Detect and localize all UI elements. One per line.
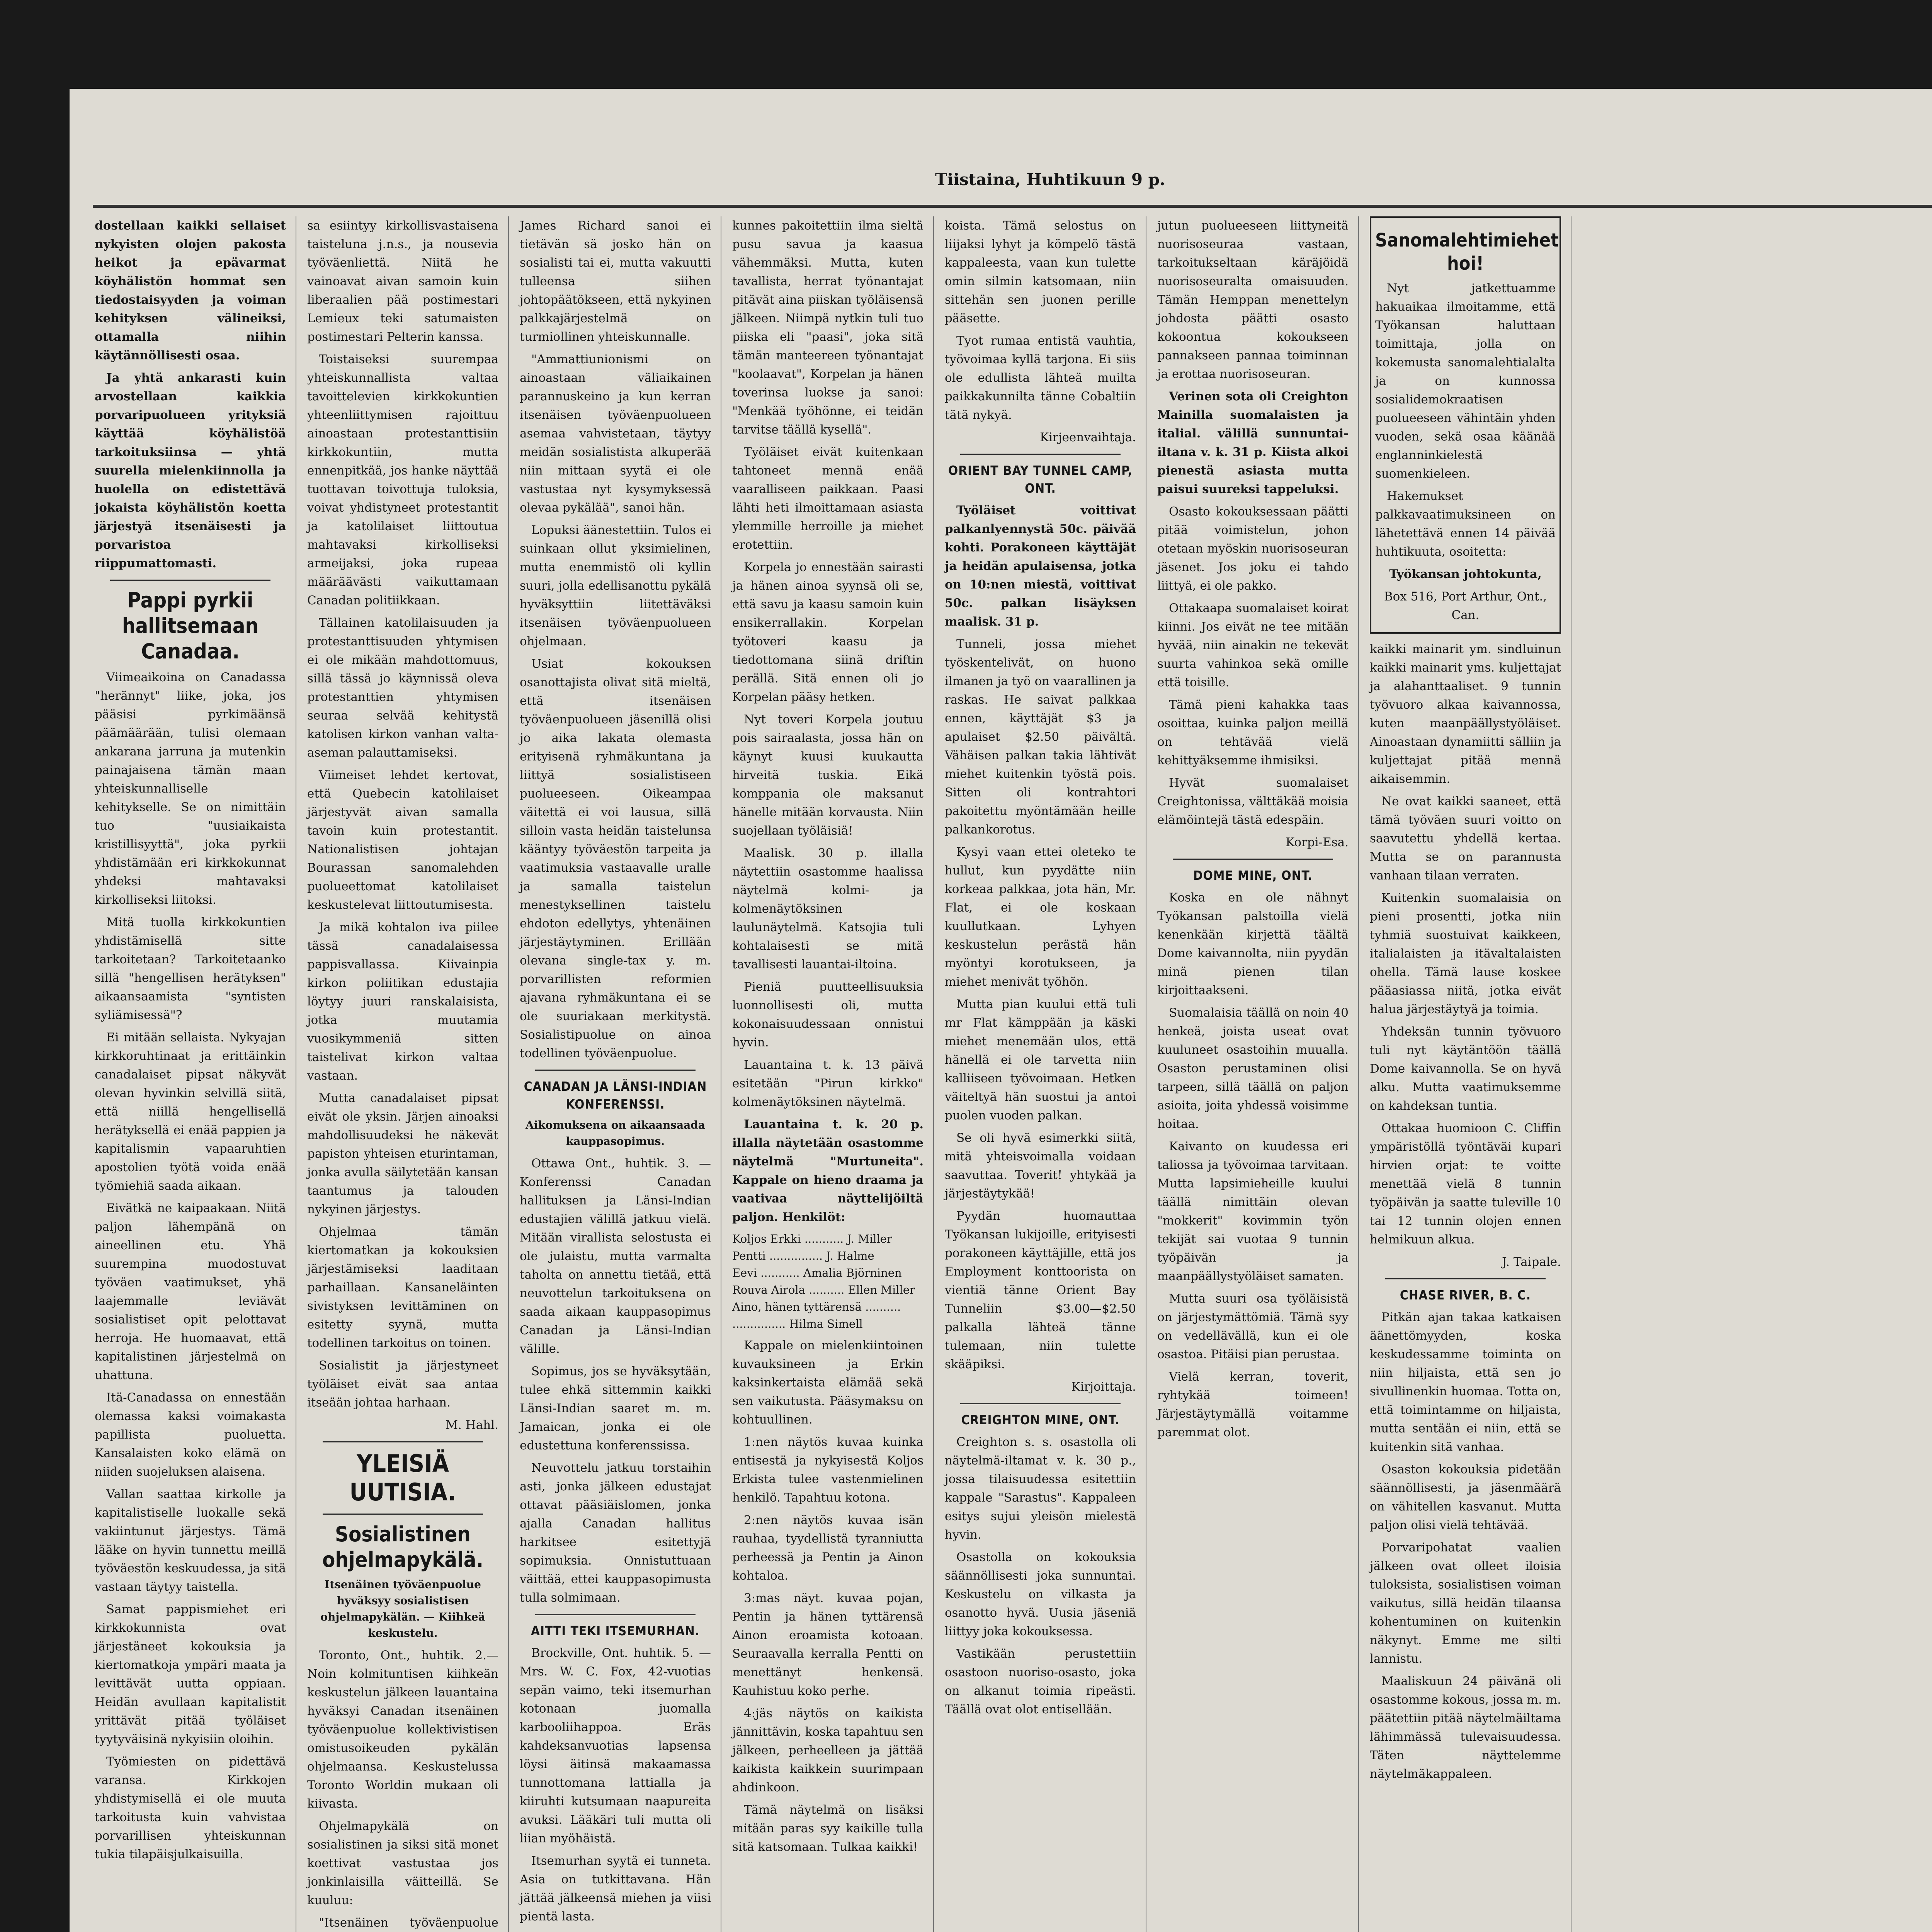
- notice-text: Nyt jatkettuamme hakuaikaa ilmoitamme, että Työkansan haluttaan toimittaja, jolla on kokemusta sanomalehtialalta ja on kunnossa sosialidemokraatisen puolueeseen vähintäin yhden vuoden, sekä osaa käänää englanninkielestä suomenkieleen.: [1375, 281, 1556, 481]
- article-text: Työläiset voittivat palkanlyennystä 50c. päivää kohti. Porakoneen käyttäjät ja heidän apulaisensa, jotka on 10:nen miestä, voittivat 50c. palkan lisäyksen maalisk. 31 p.: [945, 503, 1136, 629]
- article-text: dostellaan kaikki sellaiset nykyisten olojen pakosta heikot ja epävarmat köyhälistön hommat sen tiedostaisyyden ja voiman kehityksen välineiksi, ottamalla niihin käytännöllisesti osaa.: [95, 219, 286, 362]
- article-text: Mitä tuolla kirkkokuntien yhdistämisellä sitte tarkoitetaan? Tarkoitetaanko sillä "hengellisen herätyksen" aikaansaamista "syntisten syliämisessä"?: [95, 915, 286, 1022]
- article-text: 3:mas näyt. kuvaa pojan, Pentin ja hänen tyttärensä Ainon eroamista kotoaan. Seuraavalla kerralla Pentti on menettänyt henkensä. Kauhistuu koko perhe.: [732, 1591, 923, 1698]
- article-text: Ei mitään sellaista. Nykyajan kirkkoruhtinaat ja erittäinkin canadalaiset pipsat näkyvät olevan hyvinkin selvillä siitä, että niillä hengellisellä herätyksellä ei enää pappien ja kapitalismin vapaaruhtien apostolien työtä voida enää työmiehiä saada aikaan.: [95, 1031, 286, 1193]
- article-text: Koska en ole nähnyt Työkansan palstoilla vielä kenenkään kirjettä täältä Dome kaivannolta, niin pyydän minä pienen tilan kirjoittaakseni.: [1157, 891, 1349, 997]
- divider: [535, 1070, 696, 1071]
- headline-orient-bay: ORIENT BAY TUNNEL CAMP, ONT.: [948, 463, 1133, 496]
- headline-creighton: CREIGHTON MINE, ONT.: [961, 1412, 1120, 1427]
- notice-address: Box 516, Port Arthur, Ont., Can.: [1384, 590, 1547, 622]
- cast-list: Koljos Erkki ........... J. Miller Pentti ............... J. Halme Eevi ........... Amalia Björninen Rouva Airola .......... Ellen Miller Aino, hänen tyttärensä .......... ............... Hilma Simell: [732, 1232, 915, 1330]
- article-text: 2:nen näytös kuvaa isän rauhaa, tyydellistä tyranniutta perheessä ja Pentin ja Ainon kohtaloa.: [732, 1513, 923, 1583]
- column-1: [95, 216, 286, 1867]
- article-text: Kaivanto on kuudessa eri taliossa ja työvoimaa tarvitaan. Mutta lapsimieheille kuului täällä nimittäin olevan "mokkerit" kovimmin työn tekijät sai vuotaa 9 tunnin työpäivän ja maanpäällystyöläiset samaten.: [1157, 1139, 1349, 1283]
- article-text: 4:jäs näytös on kaikista jännittävin, koska tapahtuu sen jälkeen, perheelleen ja jättää kaikista kaikkein suurimpaan ahdinkoon.: [732, 1706, 923, 1794]
- article-text: Mutta suuri osa työläisistä on järjestymättömiä. Tämä syy on vedellävällä, kun ei ole osastoa. Pitäisi pian perustaa.: [1157, 1292, 1349, 1361]
- article-text: Pyydän huomauttaa Työkansan lukijoille, erityisesti porakoneen käyttäjille, että jos Employment konttoorista on vientiä tänne Orient Bay Tunneliin $3.00—$2.50 palkalla lähteä tänne tulemaan, niin tulette skääpiksi.: [945, 1209, 1136, 1371]
- article-text: Kysyi vaan ettei oleteko te hullut, kun pyydätte niin korkeaa palkkaa, jota hän, Mr. Flat, ei ole koskaan kuullutkaan. Lyhyen keskustelun perästä hän myöntyi korotukseen, ja miehet menivät työhön.: [945, 845, 1136, 989]
- article-text: Pitkän ajan takaa katkaisen äänettömyyden, koska keskudessamme toiminta on niin hiljaista, että sen jo sivullinenkin huomaa. Totta on, että toimintamme on hiljaista, mutta sentään ei niin, että se kuitenkin sitä vanhaa.: [1370, 1310, 1561, 1454]
- article-text: Neuvottelu jatkuu torstaihin asti, jonka jälkeen edustajat ottavat pääsiäislomen, jonka ajalla Canadan hallitus harkitsee esitettyjä sopimuksia. Onnistuttuaan väittää, ettei kauppasopimusta tulla solmimaan.: [520, 1461, 711, 1605]
- article-text: Mutta pian kuului että tuli mr Flat kämppään ja käski miehet menemään ulos, että hänellä ei ole tarvetta niin kalliiseen työvoimaan. Hetken väiteltyä hän suostui ja antoi puolen vuoden palkan.: [945, 997, 1136, 1122]
- article-text: Osasto kokouksessaan päätti pitää voimistelun, johon otetaan myöskin nuorisoseuran jäsenet. Jos joku ei tahdo liittyä, ei ole pakko.: [1157, 505, 1349, 593]
- article-text: Creighton s. s. osastolla oli näytelmä-iltamat v. k. 30 p., jossa tilaisuudessa esitettiin kappale "Sarastus". Kappaleen esitys sujui yleisön mielestä hyvin.: [945, 1435, 1136, 1542]
- headline-itsemurha: AITTI TEKI ITSEMURHAN.: [531, 1623, 700, 1638]
- article-text: Usiat kokouksen osanottajista olivat sitä mieltä, että itsenäisen työväenpuolueen jäsenillä olisi jo aika lakata olemasta erityisenä ryhmäkuntana ja liittyä sosialistiseen puolueeseen. Oikeampaa väitettä ei voi lausua, sillä silloin vasta heidän taistelunsa kääntyy työväestön tarpeita ja vaatimuksia vastaavalle uralle ja samalla taistelun menestyksellinen taistelu ehdoton edellytys, yhtenäinen järjestäytyminen. Erillään olevana single-tax y. m. porvarillisten reformien ajavana ryhmäkuntana ei se ole suuriakaan merkitystä. Sosialistipuolue on ainoa todellinen työväenpuolue.: [520, 657, 711, 1060]
- article-text: Maalisk. 30 p. illalla näytettiin osastomme haalissa näytelmä kolmi- ja kolmenäytöksinen laulunäytelmä. Katsojia tuli kohtalaisesti se mitä tavallisesti lauantai-iltoina.: [732, 846, 923, 971]
- divider: [535, 1614, 696, 1615]
- article-text: "Ammattiunionismi on ainoastaan väliaikainen parannuskeino ja kun kerran itsenäisen työväenpuolueen asemaa vahvistetaan, täytyy meidän sosialistista alkuperää niin mittaan syytä ei ole vastustaa nyt kysymyksessä olevaa pykälää", sanoi hän.: [520, 352, 711, 515]
- article-text: Toistaiseksi suurempaa yhteiskunnallista valtaa tavoittelevien kirkkokuntien yhteenliittymisen rajoittuu ainoastaan protestanttisiin kirkkokuntiin, mutta ennenpitkää, jos hanke näyttää tuottavan toivottuja tuloksia, voivat yhdistyneet protestantit ja katolilaiset liittoutua mahtavaksi kirkolliseksi armeijaksi, joka rupeaa määräävästi vaikuttamaan Canadan politiikkaan.: [307, 352, 498, 607]
- article-text: Hyvät suomalaiset Creightonissa, välttäkää moisia elämöintejä tästä edespäin.: [1157, 776, 1349, 827]
- article-text: Vielä kerran, toverit, ryhtykää toimeen! Järjestäytymällä voitamme paremmat olot.: [1157, 1370, 1349, 1439]
- column-divider: [1358, 216, 1359, 1932]
- subheadline: Itsenäinen työväenpuolue hyväksyy sosialistisen ohjelmapykälän. — Kiihkeä keskustelu.: [320, 1578, 485, 1639]
- article-text: Verinen sota oli Creighton Mainilla suomalaisten ja italial. välillä sunnuntai-iltana v. k. 31 p. Kiista alkoi pienestä asiasta mutta paisui suureksi tappeluksi.: [1157, 389, 1349, 496]
- article-text: Ja yhtä ankarasti kuin arvostellaan kaikkia porvaripuolueen yrityksiä käyttää köyhälistöä tarkoituksiinsa — yhtä suurella mielenkiinnolla ja huolella on edistettävä jokaista köyhälistön koetta järjestyä itsenäisesti ja porvaristoa riippumattomasti.: [95, 371, 286, 570]
- column-4: [732, 216, 923, 1860]
- article-text: Ottawa Ont., huhtik. 3. — Konferenssi Canadan hallituksen ja Länsi-Indian edustajien välillä jatkuu vielä. Mitään virallista selostusta ei ole julaistu, mutta varmalta taholta on annettu tietää, että neuvottelun tarkoituksena on saada aikaan kauppasopimus Canadan ja Länsi-Indian välille.: [520, 1156, 711, 1356]
- subheadline: Aikomuksena on aikaansaada kauppasopimus.: [525, 1119, 706, 1148]
- column-5: [945, 216, 1136, 1723]
- article-text: Suomalaisia täällä on noin 40 henkeä, joista useat ovat kuuluneet osastoihin muualla. Osaston perustaminen olisi tarpeen, sillä täällä on paljon asioita, joita yhdessä voisimme hoitaa.: [1157, 1006, 1349, 1131]
- article-text: Samat pappismiehet eri kirkkokunnista ovat järjestäneet kokouksia ja kiertomatkoja ympäri maata ja levittävät uutta oppiaan. Heidän avullaan kapitalistit yrittävät pitää työläiset tyytyväisinä nykyisiin oloihin.: [95, 1602, 286, 1746]
- divider: [110, 580, 270, 581]
- article-text: Toronto, Ont., huhtik. 2.—Noin kolmituntisen kiihkeän keskustelun jälkeen lauantaina hyväksyi Canadan itsenäinen työväenpuolue kollektivistisen omistusoikeuden pykälän ohjelmaansa. Keskustelussa Toronto Worldin mukaan oli kiivasta.: [307, 1648, 498, 1811]
- article-text: Tunneli, jossa miehet työskentelivät, on huono ilmanen ja työ on vaarallinen ja raskas. He saivat palkkaa ennen, käyttäjät $3 ja apulaiset $2.50 päivältä. Vähäisen palkan takia lähtivät miehet kuitenkin työstä pois. Sitten oli kontrahtori pakoitettu myöntämään heille palkankorotus.: [945, 637, 1136, 837]
- signature: Kirjeenvaihtaja.: [1040, 430, 1136, 444]
- article-text: Osaston kokouksia pidetään säännöllisesti, ja jäsenmäärä on vähitellen kasvanut. Mutta paljon olisi vielä tehtävää.: [1370, 1463, 1561, 1532]
- signature: J. Taipale.: [1502, 1255, 1561, 1269]
- notice-address: Työkansan johtokunta,: [1389, 567, 1542, 581]
- column-divider: [933, 216, 934, 1932]
- article-text: James Richard sanoi ei tietävän sä josko hän on sosialisti tai ei, mutta vakuutti tulleensa siihen johtopäätökseen, että nykyinen palkkajärjestelmä on turmiollinen yhteiskunnalle.: [520, 219, 711, 344]
- article-text: Tällainen katolilaisuuden ja protestanttisuuden yhtymisen ei ole mikään mahdottomuus, sillä tässä jo käynnissä oleva protestanttien yhtymisen seuraa selvää kehitystä katolisen kirkon vanhan valta-aseman palauttamiseksi.: [307, 616, 498, 760]
- column-2: [307, 216, 498, 1932]
- article-text: Ja mikä kohtalon iva piilee tässä canadalaisessa pappisvallassa. Kiivainpia kirkon poliitikan edustajia löytyy juuri ranskalaisista, jotka muutamia vuosikymmeniä sitten taistelivat kirkon valtaa vastaan.: [307, 920, 498, 1083]
- article-text: Tyot rumaa entistä vauhtia, työvoimaa kyllä tarjona. Ei siis ole edullista lähteä muilta paikkakunnilta tänne Cobaltiin tätä nykyä.: [945, 334, 1136, 422]
- article-text: Kappale on mielenkiintoinen kuvauksineen ja Erkin kaksinkertaista elämää sekä sen vaikutusta. Pääsymaksu on kohtuullinen.: [732, 1338, 923, 1427]
- article-text: Nyt toveri Korpela joutuu pois sairaalasta, jossa hän on käynyt kuusi kuukautta hirveitä tuskia. Eikä komppania ole maksanut hänelle mitään korvausta. Niin suojellaan työläisiä!: [732, 713, 923, 838]
- signature: Kirjoittaja.: [1071, 1380, 1136, 1394]
- article-text: Tämä näytelmä on lisäksi mitään paras syy kaikille tulla sitä katsomaan. Tulkaa kaikki!: [732, 1803, 923, 1854]
- article-text: Sosialistit ja järjestyneet työläiset eivät saa antaa itseään johtaa harhaan.: [307, 1359, 498, 1410]
- article-text: Mutta canadalaiset pipsat eivät ole yksin. Järjen ainoaksi mahdollisuudeksi he näkevät papiston yhteisen eturintaman, jonka avulla säilytetään kansan taantumus ja talouden nykyinen järjestys.: [307, 1091, 498, 1216]
- article-text: Itä-Canadassa on ennestään olemassa kaksi voimakasta papillista puoluetta. Kansalaisten koko elämä on niiden suojeluksen alaisena.: [95, 1391, 286, 1479]
- article-text: Ohjelmaa tämän kiertomatkan ja kokouksien järjestämiseksi laaditaan parhaillaan. Kansaneläinten sivistyksen levittäminen on esitetty syynä, mutta todellinen tarkoitus on toinen.: [307, 1225, 498, 1350]
- divider: [323, 1441, 483, 1442]
- article-text: Itsemurhan syytä ei tunneta. Asia on tutkittavana. Hän jättää jälkeensä miehen ja viisi pientä lasta.: [520, 1854, 711, 1923]
- article-text: Se oli hyvä esimerkki siitä, mitä yhteisvoimalla voidaan saavuttaa. Toverit! yhtykää ja järjestäytykää!: [945, 1131, 1136, 1201]
- article-text: Viimeiset lehdet kertovat, että Quebecin katolilaiset järjestyvät aivan samalla tavoin kuin protestantit. Nationalistisen johtajan Bourassan sanomalehden puolueettomat katolilaiset keskustelevat liittoutumisesta.: [307, 768, 498, 912]
- article-text: Kuitenkin suomalaisia on pieni prosentti, jotka niin tyhmiä suostuivat kaikkeen, italialaisten ja itävaltalaisten ohella. Tämä lause koskee pääasiassa niitä, jotka eivät halua järjestäytyä ja toimia.: [1370, 891, 1561, 1016]
- column-divider: [508, 216, 509, 1932]
- notice-text: Hakemukset palkkavaatimuksineen on lähetettävä ennen 14 päivää huhtikuuta, osoitetta:: [1375, 489, 1556, 559]
- divider: [1173, 859, 1333, 860]
- divider: [323, 1514, 483, 1515]
- headline-yleisia-uutisia: YLEISIÄ UUTISIA.: [349, 1449, 456, 1506]
- column-7: [1370, 216, 1561, 1787]
- headline-canadan-konferenssi: CANADAN JA LÄNSI-INDIAN KONFERENSSI.: [524, 1079, 707, 1112]
- header-rule: [93, 205, 1932, 208]
- article-text: "Itsenäinen työväenpuolue: [319, 1916, 498, 1930]
- article-text: Lauantaina t. k. 20 p. illalla näytetään osastomme näytelmä "Murtuneita". Kappale on hieno draama ja vaativaa näyttelijöiltä paljon. Henkilöt:: [732, 1117, 923, 1224]
- article-text: Sopimus, jos se hyväksytään, tulee ehkä sittemmin kaikki Länsi-Indian saaret m. m. Jamaican, jonka ei ole edustettuna konferenssissa.: [520, 1364, 711, 1452]
- article-text: Viimeaikoina on Canadassa "herännyt" liike, joka, jos pääsisi pyrkimäänsä päämäärään, tulisi olemaan ankarana jarruna ja mutenkin painajaisena tämän maan yhteiskunnalliselle kehitykselle. Se on nimittäin tuo "uusiaikaista kristillisyyttä", joka pyrkii yhdistämään eri kirkkokunnat yhdeksi mahtavaksi kirkolliseksi liitoksi.: [95, 670, 286, 907]
- divider: [960, 1403, 1121, 1404]
- article-text: Eivätkä ne kaipaakaan. Niitä paljon lähempänä on aineellinen etu. Yhä suurempina muodostuvat työväen vaatimukset, yhä laajemmalle leviävät sosialistiset opit pelottavat herroja. He huomaavat, että kapitalistinen järjestelmä on uhattuna.: [95, 1201, 286, 1382]
- headline-dome-mine: DOME MINE, ONT.: [1193, 868, 1313, 883]
- article-text: Työläiset eivät kuitenkaan tahtoneet mennä enää vaaralliseen paikkaan. Paasi lähti heti ilmoittamaan asiasta ylemmille herroille ja miehet erotettiin.: [732, 445, 923, 552]
- headline-chase-river: CHASE RIVER, B. C.: [1400, 1287, 1531, 1303]
- article-text: Maaliskuun 24 päivänä oli osastomme kokous, jossa m. m. päätettiin pitää näytelmäiltama lähimmässä tulevaisuudessa. Täten näyttelemme näytelmäkappaleen.: [1370, 1674, 1561, 1781]
- divider: [960, 454, 1121, 455]
- article-text: 1:nen näytös kuvaa kuinka entisestä ja nykyisestä Koljos Erkista tulee vastenmielinen henkilö. Tapahtuu kotona.: [732, 1435, 923, 1505]
- signature: M. Hahl.: [446, 1418, 498, 1432]
- column-3: [520, 216, 711, 1932]
- article-text: Tämä pieni kahakka taas osoittaa, kuinka paljon meillä on tehtävää vielä kehittyäksemme ihmisiksi.: [1157, 698, 1349, 767]
- article-text: sa esiintyy kirkollisvastaisena taisteluna j.n.s., ja nousevia työväenliettä. Niitä he vainoavat aivan samoin kuin liberaalien pää postimestari Lemieux teki satumaisten postimestari Pelterin kanssa.: [307, 219, 498, 344]
- column-6: [1157, 216, 1349, 1446]
- headline-sanomalehtimiehet: Sanomalehtimiehet hoi!: [1375, 230, 1559, 274]
- article-text: Ottakaapa suomalaiset koirat kiinni. Jos eivät ne tee mitään hyvää, niin ainakin ne tekevät suurta vahinkoa sekä omille että toisille.: [1157, 601, 1349, 689]
- article-text: Vallan saattaa kirkolle ja kapitalistiselle luokalle sekä vakiintunut järjestys. Tämä lääke on hyvin tunnettu meillä työväestön keskuudessa, ja sitä vastaan täytyy taistella.: [95, 1487, 286, 1594]
- headline-pappi: Pappi pyrkii hallitsemaan Canadaa.: [122, 588, 259, 663]
- article-text: Osastolla on kokouksia säännöllisesti joka sunnuntai. Keskustelu on vilkasta ja osanotto hyvä. Uusia jäseniä liittyy joka kokouksessa.: [945, 1550, 1136, 1638]
- article-text: Vastikään perustettiin osastoon nuoriso-osasto, joka on alkanut toimia ripeästi. Täällä ovat olot entisellään.: [945, 1647, 1136, 1716]
- article-text: Ohjelmapykälä on sosialistinen ja siksi sitä monet koettivat vastustaa jos jonkinlaisilla väitteillä. Se kuuluu:: [307, 1819, 498, 1907]
- newspaper-page: [70, 89, 1932, 1932]
- article-text: jutun puolueeseen liittyneitä nuorisoseuraa vastaan, tarkoitukseltaan käräjöidä nuorisoseuralta omaisuuden. Tämän Hemppan menettelyn johdosta päätti osasto kokoontua kokoukseen pannakseen pannaa toiminnan ja erottaa nuorisoseuran.: [1157, 219, 1349, 381]
- divider: [1385, 1278, 1546, 1279]
- running-head: Tiistaina, Huhtikuun 9 p.: [935, 170, 1165, 189]
- article-text: Brockville, Ont. huhtik. 5. — Mrs. W. C. Fox, 42-vuotias sepän vaimo, teki itsemurhan kotonaan juomalla karbooliihappoa. Eräs kahdeksanvuotias lapsensa löysi äitinsä makaamassa tunnottomana lattialla ja kiiruhti kutsumaan naapureita avuksi. Lääkäri tuli mutta oli liian myöhäistä.: [520, 1646, 711, 1845]
- signature: Korpi-Esa.: [1286, 835, 1349, 849]
- article-text: Porvaripohatat vaalien jälkeen ovat olleet iloisia tuloksista, sosialistisen voiman vaikutus, sillä heidän tilaansa kohentuminen on kuitenkin näkynyt. Emme me silti lannistu.: [1370, 1541, 1561, 1666]
- article-text: Pieniä puutteellisuuksia luonnollisesti oli, mutta kokonaisuudessaan onnistui hyvin.: [732, 980, 923, 1049]
- article-text: Lopuksi äänestettiin. Tulos ei suinkaan ollut yksimielinen, mutta enemmistö oli kyllin suuri, jolla edellisanottu pykälä hyväksyttiin liitettäväksi itsenäisen työväenpuolueen ohjelmaan.: [520, 523, 711, 648]
- article-text: Korpela jo ennestään sairasti ja hänen ainoa syynsä oli se, että savu ja kaasu samoin kuin ensikerrallakin. Korpelan työtoveri kaasu ja tiedottomana siinä driftin perällä. Sitä ennen oli jo Korpelan pääsy hetken.: [732, 560, 923, 704]
- article-text: Työmiesten on pidettävä varansa. Kirkkojen yhdistymisellä ei ole muuta tarkoitusta kuin vahvistaa porvarillisen yhteiskunnan tukia tilapäisjulkaisuilla.: [95, 1755, 286, 1861]
- article-text: Ottakaa huomioon C. Cliffin ympäristöllä työntäväi kupari hirvien orjat: te voitte menettää vielä 8 tunnin työpäivän ja saatte tuleville 10 tai 12 tunnin olojen ennen helmikuun alkua.: [1370, 1121, 1561, 1247]
- article-text: kunnes pakoitettiin ilma sieltä pusu savua ja kaasua vähemmäksi. Mutta, kuten tavallista, herrat työnantajat pitävät aina piiskan työläisensä jälkeen. Niimpä nytkin tuli tuo piiska eli "paasi", joka sitä tämän manteereen työnantajat "koolaavat", Korpelan ja hänen toverinsa luokse ja sanoi: "Menkää työhönne, ei teidän tarvitse täällä kysellä".: [732, 219, 923, 437]
- article-text: koista. Tämä selostus on liijaksi lyhyt ja kömpelö tästä kappaleesta, vaan kun tulette omin silmin katsomaan, niin sittehän sen juonen perille pääsette.: [945, 219, 1136, 325]
- article-text: kaikki mainarit ym. sindluinun kaikki mainarit yms. kuljettajat ja alahanttaaliset. 9 tunnin työvuoro alkaa kaivannossa, kuten maanpäällystyöläiset. Ainoastaan dynamiitti sälliin ja kuljettajat pitää mennä aikaisemmin.: [1370, 642, 1561, 786]
- article-text: Lauantaina t. k. 13 päivä esitetään "Pirun kirkko" kolmenäytöksinen näytelmä.: [732, 1058, 923, 1109]
- headline-ohjelmapykala: Sosialistinen ohjelmapykälä.: [322, 1522, 483, 1572]
- notice-box: [1370, 216, 1561, 634]
- article-text: Yhdeksän tunnin työvuoro tuli nyt käytäntöön täällä Dome kaivannolla. Se on hyvä alku. Mutta vaatimuksemme on kahdeksan tuntia.: [1370, 1025, 1561, 1113]
- article-text: Ne ovat kaikki saaneet, että tämä työväen suuri voitto on saavutettu yhdellä kertaa. Mutta se on parannusta vanhaan tilaan verraten.: [1370, 794, 1561, 883]
